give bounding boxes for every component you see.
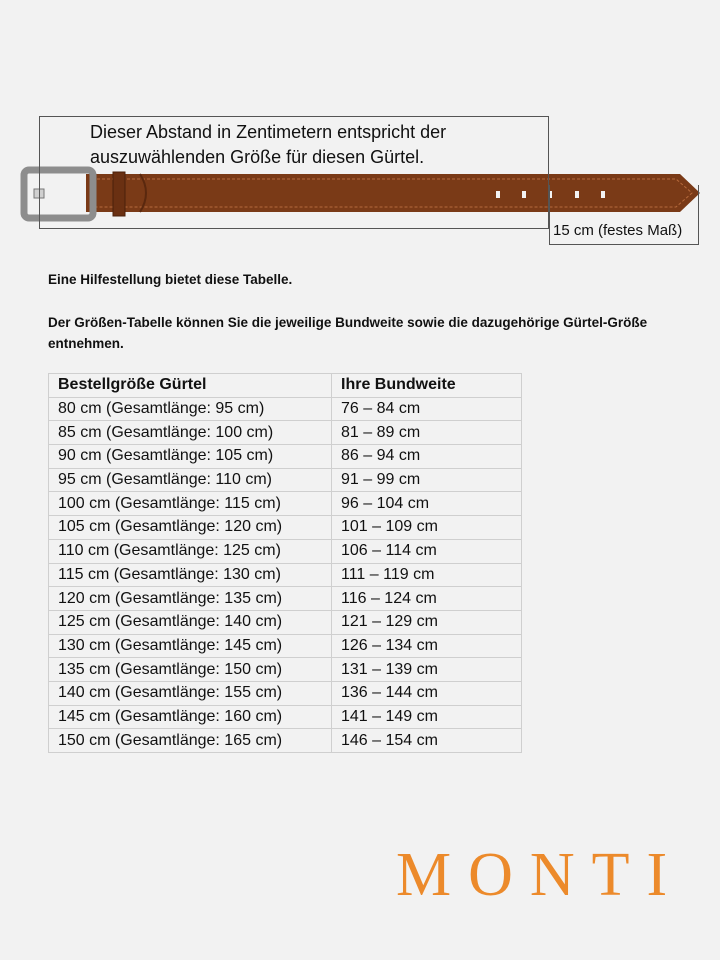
table-row — [49, 610, 522, 634]
intro-line-2: Der Größen-Tabelle können Sie die jeweilige Bundweite sowie die dazugehörige Gürtel-Größe entnehmen. — [48, 315, 648, 351]
order-size-cell: 110 cm (Gesamtlänge: 125 cm) — [49, 539, 332, 563]
waist-cell: 111 – 119 cm — [332, 563, 522, 587]
table-row — [49, 729, 522, 753]
fixed-length-note: 15 cm (festes Maß) — [553, 222, 683, 239]
table-row — [49, 445, 522, 469]
waist-cell: 116 – 124 cm — [332, 587, 522, 611]
order-size-cell: 130 cm (Gesamtlänge: 145 cm) — [49, 634, 332, 658]
waist-cell: 76 – 84 cm — [332, 397, 522, 421]
waist-cell: 126 – 134 cm — [332, 634, 522, 658]
order-size-cell: 95 cm (Gesamtlänge: 110 cm) — [49, 468, 332, 492]
order-size-cell: 140 cm (Gesamtlänge: 155 cm) — [49, 681, 332, 705]
order-size-cell: 150 cm (Gesamtlänge: 165 cm) — [49, 729, 332, 753]
brand-logo: MONTI — [396, 841, 685, 909]
table-row — [49, 468, 522, 492]
waist-cell: 121 – 129 cm — [332, 610, 522, 634]
column-header-waist: Ihre Bundweite — [332, 374, 522, 398]
waist-cell: 146 – 154 cm — [332, 729, 522, 753]
order-size-cell: 80 cm (Gesamtlänge: 95 cm) — [49, 397, 332, 421]
table-row — [49, 516, 522, 540]
order-size-cell: 85 cm (Gesamtlänge: 100 cm) — [49, 421, 332, 445]
order-size-cell: 105 cm (Gesamtlänge: 120 cm) — [49, 516, 332, 540]
size-measure-note: Dieser Abstand in Zentimetern entspricht der auszuwählenden Größe für diesen Gürtel. — [90, 122, 447, 167]
waist-cell: 86 – 94 cm — [332, 445, 522, 469]
table-row — [49, 397, 522, 421]
belt-diagram — [0, 0, 720, 260]
table-header-row — [49, 374, 522, 398]
order-size-cell: 90 cm (Gesamtlänge: 105 cm) — [49, 445, 332, 469]
waist-cell: 136 – 144 cm — [332, 681, 522, 705]
table-row — [49, 681, 522, 705]
table-row — [49, 634, 522, 658]
order-size-cell: 120 cm (Gesamtlänge: 135 cm) — [49, 587, 332, 611]
table-row — [49, 705, 522, 729]
waist-cell: 106 – 114 cm — [332, 539, 522, 563]
table-row — [49, 539, 522, 563]
order-size-cell: 145 cm (Gesamtlänge: 160 cm) — [49, 705, 332, 729]
table-row — [49, 563, 522, 587]
waist-cell: 131 – 139 cm — [332, 658, 522, 682]
order-size-cell: 100 cm (Gesamtlänge: 115 cm) — [49, 492, 332, 516]
order-size-cell: 135 cm (Gesamtlänge: 150 cm) — [49, 658, 332, 682]
order-size-cell: 125 cm (Gesamtlänge: 140 cm) — [49, 610, 332, 634]
size-table — [48, 373, 522, 753]
waist-cell: 81 – 89 cm — [332, 421, 522, 445]
column-header-order-size: Bestellgröße Gürtel — [49, 374, 332, 398]
waist-cell: 101 – 109 cm — [332, 516, 522, 540]
table-row — [49, 587, 522, 611]
waist-cell: 96 – 104 cm — [332, 492, 522, 516]
table-row — [49, 658, 522, 682]
table-row — [49, 492, 522, 516]
table-row — [49, 421, 522, 445]
waist-cell: 141 – 149 cm — [332, 705, 522, 729]
waist-cell: 91 – 99 cm — [332, 468, 522, 492]
order-size-cell: 115 cm (Gesamtlänge: 130 cm) — [49, 563, 332, 587]
intro-line-1: Eine Hilfestellung bietet diese Tabelle. — [48, 272, 293, 287]
